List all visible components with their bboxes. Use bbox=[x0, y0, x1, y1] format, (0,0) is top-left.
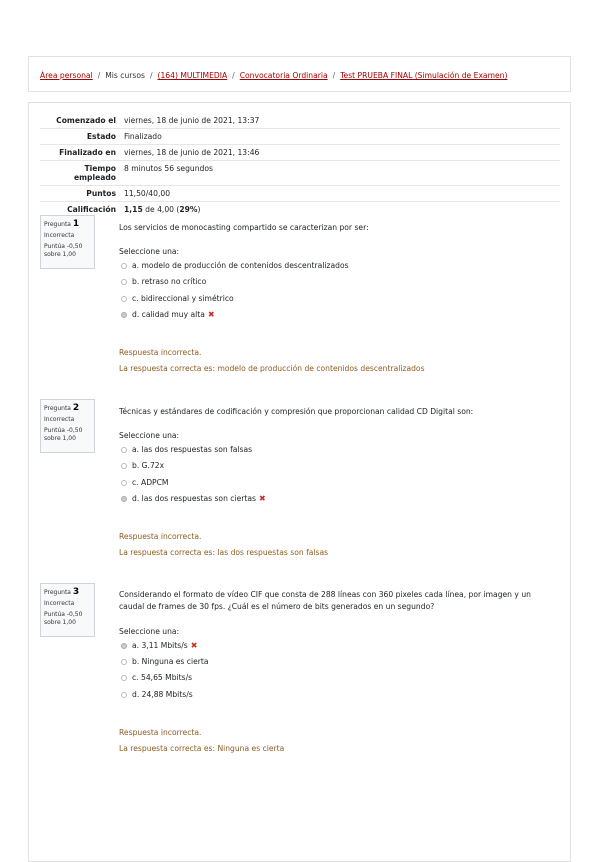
question-number bbox=[44, 404, 91, 413]
answer-option[interactable] bbox=[121, 673, 192, 682]
answer-option[interactable] bbox=[121, 261, 349, 270]
breadcrumb-link-convocatoria[interactable]: Convocatoria Ordinaria bbox=[239, 71, 328, 80]
radio-button[interactable] bbox=[121, 263, 127, 269]
summary-label: Finalizado en bbox=[59, 148, 116, 157]
option-label: c. ADPCM bbox=[132, 478, 169, 487]
radio-button[interactable] bbox=[121, 296, 127, 302]
question-mark bbox=[44, 611, 91, 627]
question-number bbox=[44, 588, 91, 597]
radio-button[interactable] bbox=[121, 447, 127, 453]
grade-rest: de 4,00 ( bbox=[142, 205, 180, 214]
question-mark bbox=[44, 427, 91, 443]
summary-label: Puntos bbox=[86, 189, 116, 198]
feedback-text: Respuesta incorrecta. bbox=[119, 728, 202, 737]
breadcrumb-separator: / bbox=[149, 71, 153, 80]
answer-option[interactable] bbox=[121, 478, 168, 487]
breadcrumb-link-course[interactable]: (164) MULTIMEDIA bbox=[157, 71, 228, 80]
breadcrumb-separator: / bbox=[232, 71, 235, 80]
radio-button[interactable] bbox=[121, 480, 127, 486]
summary-value: viernes, 18 de junio de 2021, 13:37 bbox=[124, 116, 260, 125]
radio-button-selected[interactable] bbox=[121, 643, 127, 649]
summary-label: Calificación bbox=[67, 205, 116, 214]
correct-answer-text: La respuesta correcta es: modelo de producción de contenidos descentralizados bbox=[119, 364, 425, 373]
correct-answer-text: La respuesta correcta es: Ninguna es cierta bbox=[119, 744, 285, 753]
summary-row bbox=[40, 161, 560, 186]
incorrect-x-icon: ✖ bbox=[190, 641, 198, 650]
breadcrumb-item-mis-cursos: Mis cursos bbox=[105, 71, 145, 80]
option-label: c. 54,65 Mbits/s bbox=[132, 673, 193, 682]
incorrect-x-icon: ✖ bbox=[258, 494, 266, 503]
question-number-value: 2 bbox=[72, 403, 80, 413]
option-label: b. G.72x bbox=[132, 461, 165, 470]
grade-value bbox=[122, 202, 560, 218]
option-label: c. bidireccional y simétrico bbox=[132, 294, 234, 303]
question-text: Considerando el formato de vídeo CIF que consta de 288 líneas con 360 pixeles cada línea, por imagen y un caudal de frames de 30 fps. ¿Cuál es el número de bits generados en un segundo? bbox=[119, 590, 531, 611]
answer-option[interactable] bbox=[121, 690, 193, 699]
answer-option[interactable] bbox=[121, 657, 209, 666]
question-number bbox=[44, 220, 91, 229]
summary-value: 8 minutos 56 segundos bbox=[124, 164, 213, 173]
question-text: Los servicios de monocasting compartido se caracterizan por ser: bbox=[119, 223, 369, 232]
question-number-value: 3 bbox=[72, 587, 80, 597]
breadcrumb bbox=[40, 71, 507, 80]
mark-line1: Puntúa -0,50 bbox=[44, 611, 83, 618]
feedback-text: Respuesta incorrecta. bbox=[119, 532, 202, 541]
feedback-text: Respuesta incorrecta. bbox=[119, 348, 202, 357]
radio-button[interactable] bbox=[121, 463, 127, 469]
option-label: a. 3,11 Mbits/s bbox=[132, 641, 188, 650]
breadcrumb-link-test[interactable]: Test PRUEBA FINAL (Simulación de Examen) bbox=[340, 71, 508, 80]
mark-line1: Puntúa -0,50 bbox=[44, 427, 83, 434]
summary-row bbox=[40, 186, 560, 202]
answer-option[interactable] bbox=[121, 461, 164, 470]
summary-label: Comenzado el bbox=[56, 116, 116, 125]
summary-row bbox=[40, 113, 560, 129]
attempt-summary-table bbox=[40, 113, 560, 217]
summary-label: Tiempo empleado bbox=[73, 164, 116, 182]
radio-button[interactable] bbox=[121, 659, 127, 665]
radio-button[interactable] bbox=[121, 675, 127, 681]
answer-prompt: Seleccione una: bbox=[119, 627, 180, 636]
question-info-box bbox=[40, 399, 95, 453]
answer-option[interactable] bbox=[121, 277, 206, 286]
option-label: a. modelo de producción de contenidos descentralizados bbox=[132, 261, 349, 270]
option-label: b. Ninguna es cierta bbox=[132, 657, 209, 666]
question-word: Pregunta bbox=[44, 589, 71, 596]
mark-line2: sobre 1,00 bbox=[44, 435, 76, 442]
grade-score: 1,15 bbox=[124, 205, 143, 214]
summary-value: 11,50/40,00 bbox=[124, 189, 171, 198]
mark-line1: Puntúa -0,50 bbox=[44, 243, 83, 250]
breadcrumb-separator: / bbox=[97, 71, 101, 80]
radio-button-selected[interactable] bbox=[121, 496, 127, 502]
mark-line2: sobre 1,00 bbox=[44, 619, 76, 626]
answer-prompt: Seleccione una: bbox=[119, 247, 180, 256]
question-state: Incorrecta bbox=[44, 232, 75, 239]
answer-option[interactable] bbox=[121, 294, 234, 303]
summary-row bbox=[40, 145, 560, 161]
question-state: Incorrecta bbox=[44, 416, 75, 423]
option-label: b. retraso no crítico bbox=[132, 277, 207, 286]
question-number-value: 1 bbox=[72, 219, 80, 229]
option-label: d. las dos respuestas son ciertas bbox=[132, 494, 256, 503]
question-info-box bbox=[40, 583, 95, 637]
radio-button-selected[interactable] bbox=[121, 312, 127, 318]
radio-button[interactable] bbox=[121, 692, 127, 698]
answer-option-selected[interactable] bbox=[121, 494, 266, 503]
summary-value: Finalizado bbox=[124, 132, 162, 141]
grade-close: ) bbox=[197, 205, 201, 214]
question-word: Pregunta bbox=[44, 221, 71, 228]
summary-label: Estado bbox=[86, 132, 116, 141]
summary-row-grade bbox=[40, 202, 560, 218]
question-info-box bbox=[40, 215, 95, 269]
option-label: a. las dos respuestas son falsas bbox=[132, 445, 253, 454]
correct-answer-text: La respuesta correcta es: las dos respuestas son falsas bbox=[119, 548, 329, 557]
grade-percent: 29% bbox=[179, 205, 198, 214]
mark-line2: sobre 1,00 bbox=[44, 251, 76, 258]
answer-option-selected[interactable] bbox=[121, 641, 197, 650]
question-text: Técnicas y estándares de codificación y compresión que proporcionan calidad CD Digital son: bbox=[119, 407, 474, 416]
summary-value: viernes, 18 de junio de 2021, 13:46 bbox=[124, 148, 260, 157]
incorrect-x-icon: ✖ bbox=[207, 310, 215, 319]
breadcrumb-card bbox=[28, 56, 571, 92]
breadcrumb-separator: / bbox=[332, 71, 336, 80]
summary-row bbox=[40, 129, 560, 145]
option-label: d. 24,88 Mbits/s bbox=[132, 690, 193, 699]
answer-option[interactable] bbox=[121, 445, 252, 454]
question-mark bbox=[44, 243, 91, 259]
question-word: Pregunta bbox=[44, 405, 71, 412]
question-state: Incorrecta bbox=[44, 600, 75, 607]
answer-prompt: Seleccione una: bbox=[119, 431, 180, 440]
radio-button[interactable] bbox=[121, 279, 127, 285]
breadcrumb-link-area-personal[interactable]: Área personal bbox=[40, 71, 93, 80]
option-label: d. calidad muy alta bbox=[132, 310, 205, 319]
answer-option-selected[interactable] bbox=[121, 310, 215, 319]
